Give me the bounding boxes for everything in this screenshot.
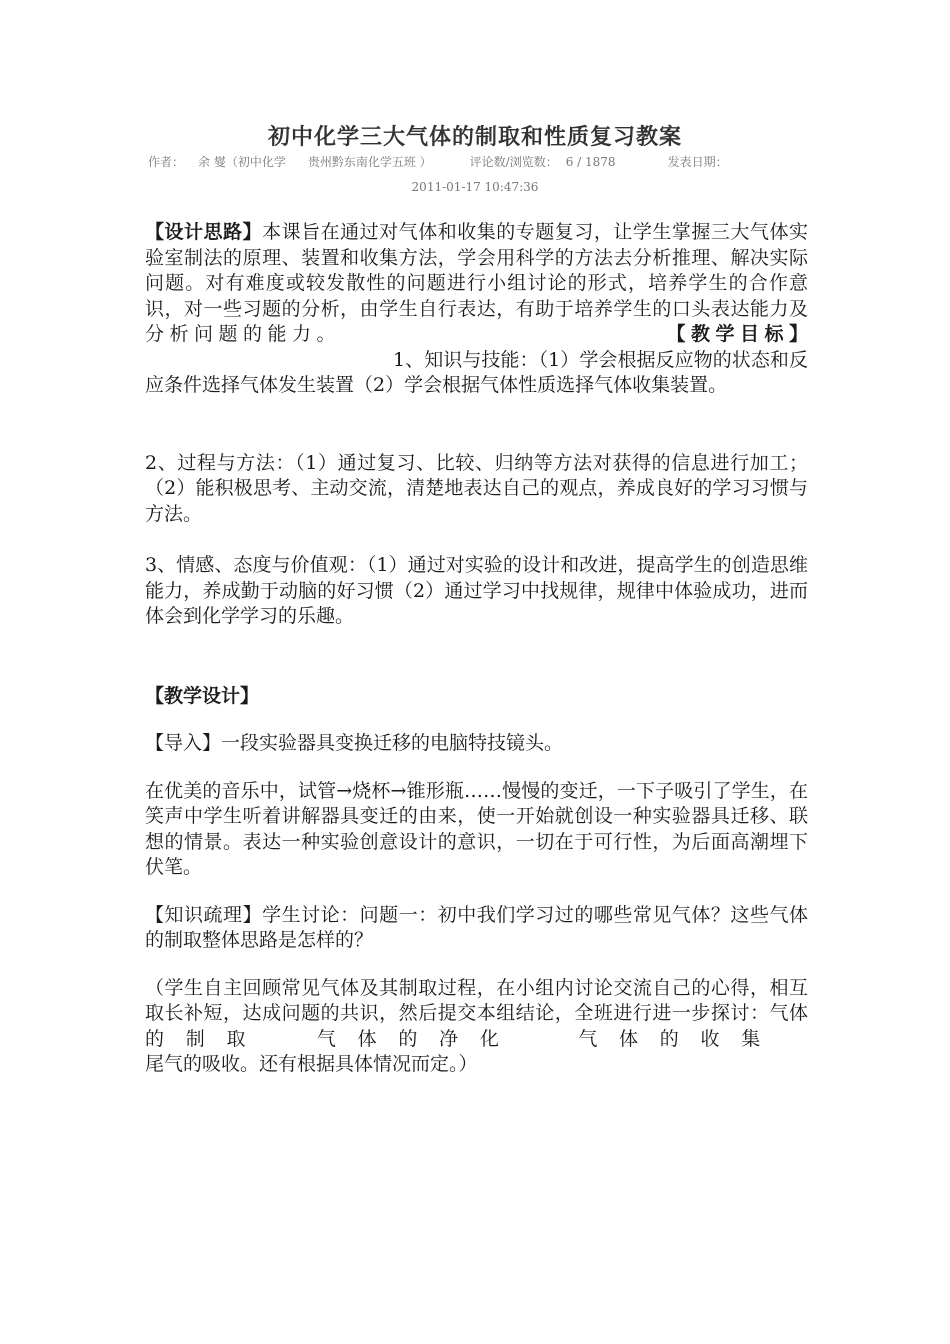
date-label: 发表日期： [667,155,728,169]
author-class: 贵州黔东南化学五班 ） [307,155,432,169]
design-label: 【设计思路】 [145,221,263,243]
step-4: 尾气的吸收。还有根据具体情况而定。） [145,1053,478,1075]
teaching-design-heading: 【教学设计】 [145,684,260,707]
goals-label: 【教学目标】 [660,323,808,345]
music-paragraph: 在优美的音乐中，试管→烧杯→锥形瓶……慢慢的变迁，一下子吸引了学生，在笑声中学生听着讲解器具变迁的由来，使一开始就创设一种实验器具迁移、联想的情景。表达一种实验创意设计的意识，一切在于可行性，为后面高潮埋下伏笔。 [145,779,808,878]
review-paragraph [145,976,808,1078]
stats-value: 6 / 1878 [565,155,616,169]
intro-paragraph [145,731,808,757]
publish-date: 2011-01-17 10:47:36 [411,180,539,194]
step-3: 气体的收集 [556,1027,782,1050]
intro-label: 【导入】 [145,732,222,754]
knowledge-text: 学生讨论：问题一：初中我们学习过的哪些常见气体？这些气体的制取整体思路是怎样的？ [145,903,808,951]
step-1: 气体的制取 [145,1002,808,1050]
design-text: 本课旨在通过对气体和收集的专题复习，让学生掌握三大气体实验室制法的原理、装置和收集方法，学会用科学的方法去分析推理、解决实际问题。对有难度或较发散性的问题进行小组讨论的形式，培养学生的合作意识，对一些习题的分析，由学生自行表达，有助于培养学生的口头表达能力及分析问题的能力。 [145,221,808,345]
goal-2: 2、过程与方法：（1）通过复习、比较、归纳等方法对获得的信息进行加工；（2）能积极思考、主动交流，清楚地表达自己的观点，养成良好的学习习惯与方法。 [145,451,808,525]
document-title: 初中化学三大气体的制取和性质复习教案 [267,125,682,150]
knowledge-label: 【知识疏理】 [145,903,263,926]
goal-3: 3、情感、态度与价值观：（1）通过对实验的设计和改进，提高学生的创造思维能力，养成勤于动脑的好习惯（2）通过学习中找规律，规律中体验成功，进而体会到化学学习的乐趣。 [145,554,808,627]
author-name[interactable]: 余 燮（初中化学 [198,155,286,169]
article-meta [148,153,808,170]
review-text: （学生自主回顾常见气体及其制取过程，在小组内讨论交流自己的心得，相互取长补短，达成问题的共识，然后提交本组结论，全班进行进一步探讨： [145,976,808,1024]
intro-text: 一段实验器具变换迁移的电脑特技镜头。 [221,732,564,754]
document-body [145,220,808,1078]
goal-1: 1、知识与技能：（1）学会根据反应物的状态和反应条件选择气体发生装置（2）学会根据气体性质选择气体收集装置。 [145,348,808,396]
step-2: 气体的净化 [295,1027,521,1050]
design-paragraph [145,220,808,399]
author-label: 作者： [148,155,185,169]
stats-label: 评论数/浏览数： [469,155,558,169]
knowledge-paragraph [145,903,808,954]
